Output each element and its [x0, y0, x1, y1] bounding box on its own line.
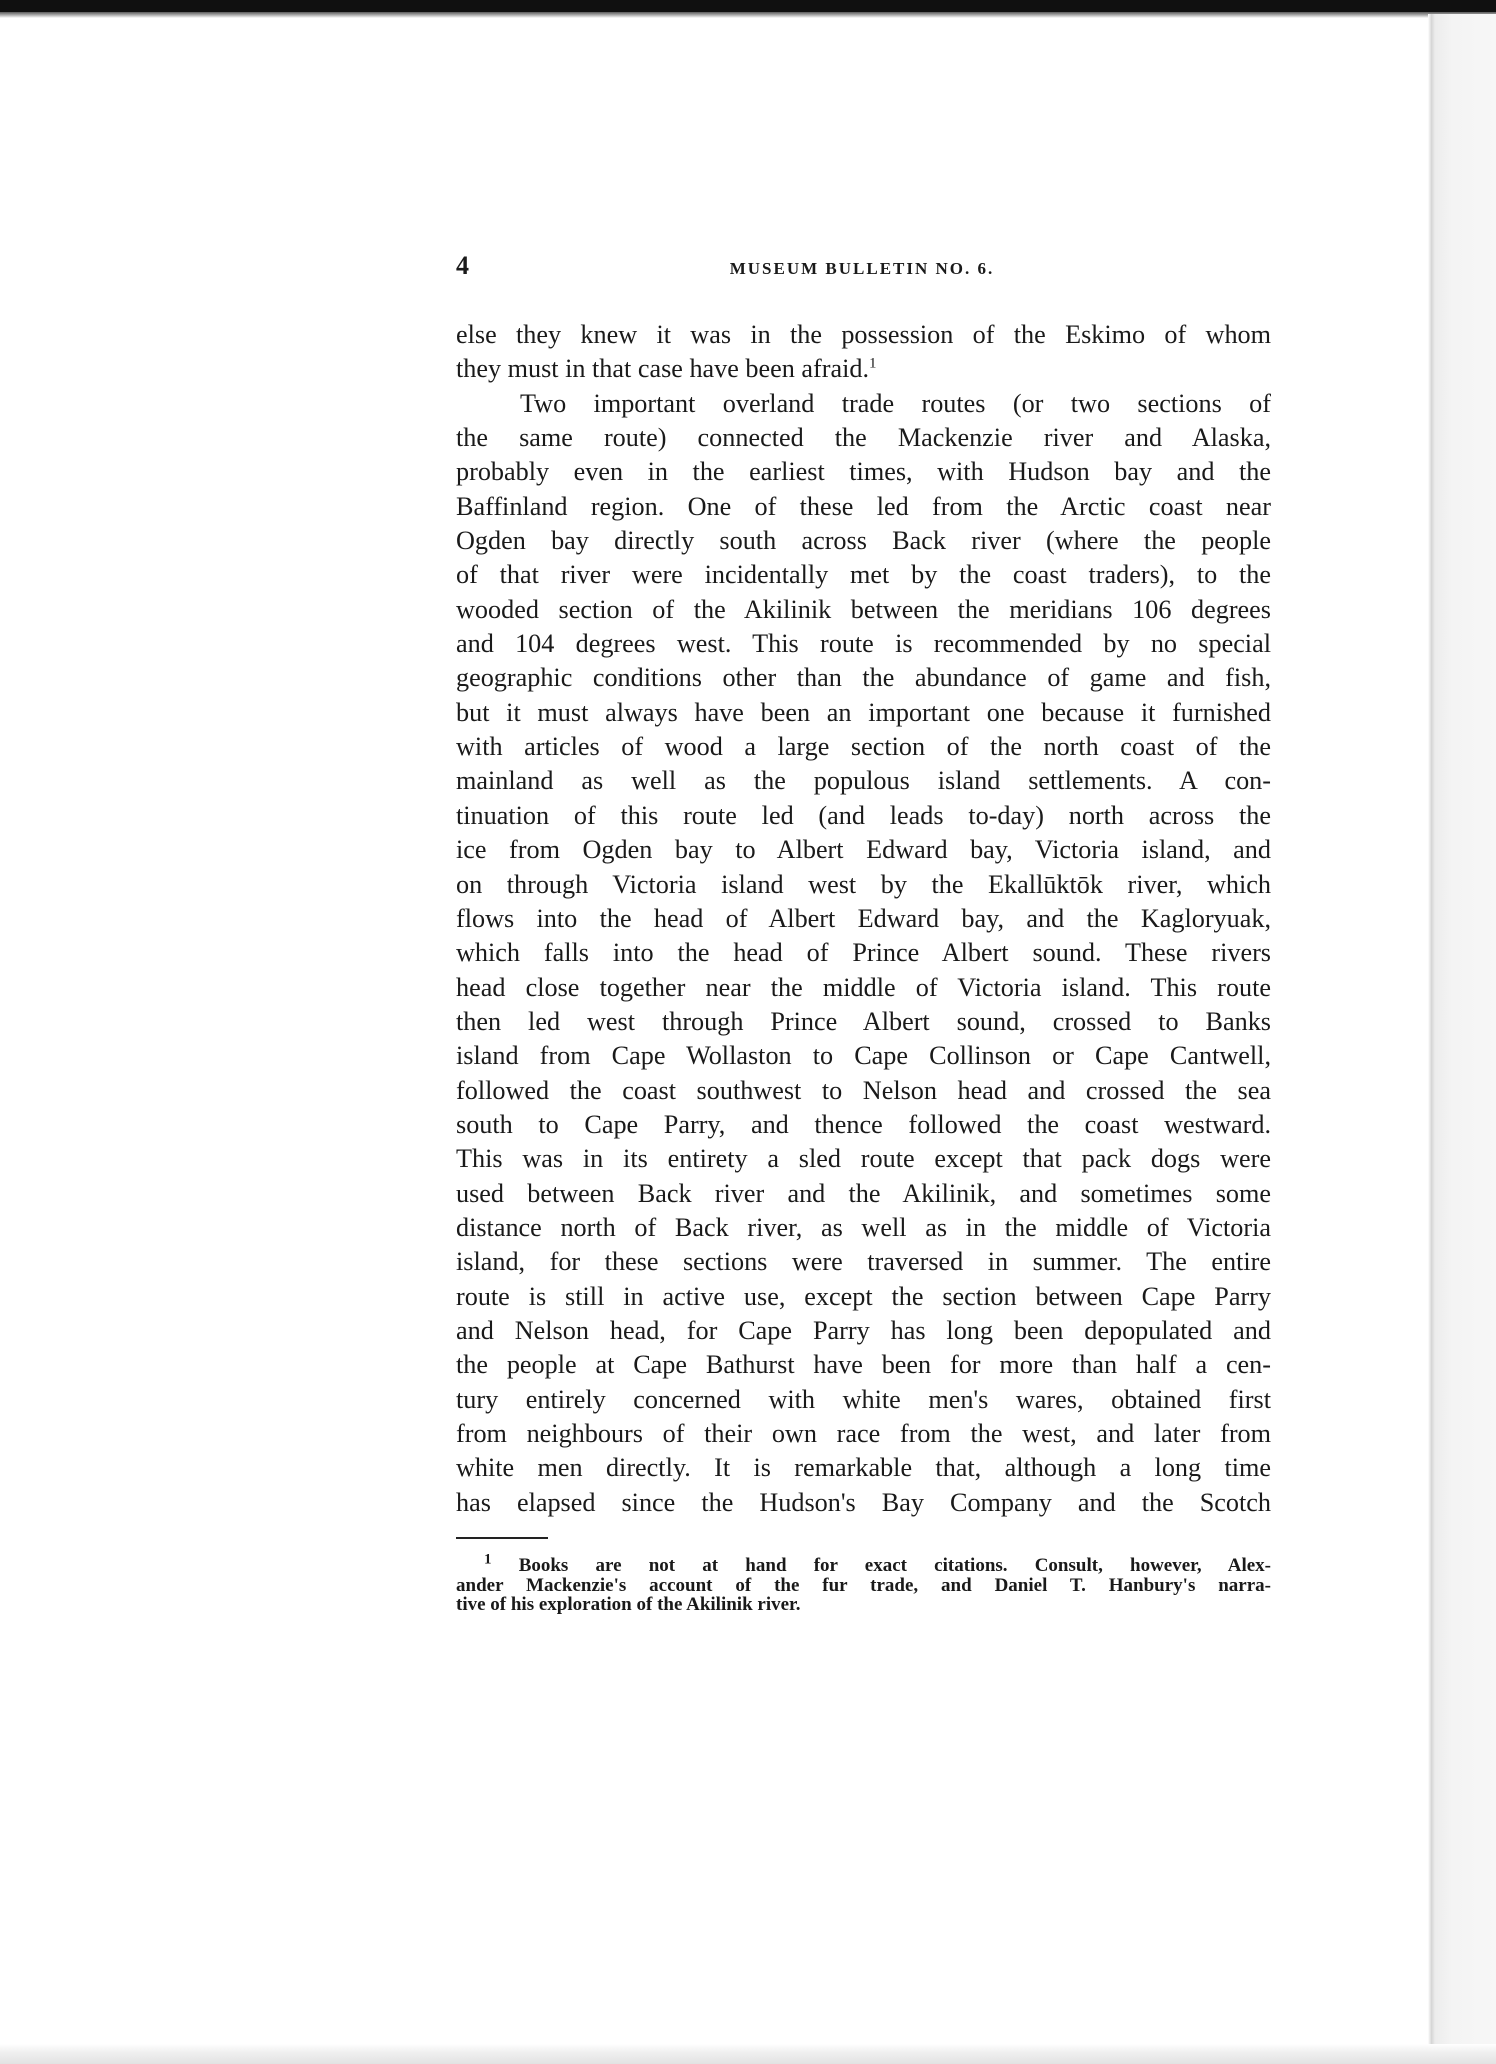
- footnote-reference: 1: [869, 355, 877, 372]
- text-line: but it must always have been an important one because it furnished: [456, 697, 1271, 727]
- text-line: Ogden bay directly south across Back river (where the people: [456, 526, 1271, 556]
- scan-bottom-border: [0, 2044, 1496, 2064]
- text-line: head close together near the middle of Victoria island. This route: [456, 972, 1271, 1002]
- text-line: white men directly. It is remarkable that, although a long time: [456, 1453, 1271, 1483]
- text-line: and Nelson head, for Cape Parry has long been depopulated and: [456, 1315, 1271, 1345]
- footnote-marker: 1: [484, 1551, 492, 1568]
- text-line: followed the coast southwest to Nelson head and crossed the sea: [456, 1075, 1271, 1105]
- text-line: which falls into the head of Prince Albert sound. These rivers: [456, 938, 1271, 968]
- text-line: then led west through Prince Albert sound, crossed to Banks: [456, 1006, 1271, 1036]
- text-line: This was in its entirety a sled route except that pack dogs were: [456, 1144, 1271, 1174]
- text-line: mainland as well as the populous island settlements. A con-: [456, 766, 1271, 796]
- text-line-with-footnote: [456, 352, 1271, 386]
- running-title: MUSEUM BULLETIN NO. 6.: [729, 259, 995, 278]
- text-line: island from Cape Wollaston to Cape Collinson or Cape Cantwell,: [456, 1041, 1271, 1071]
- scan-top-shadow: [0, 12, 1496, 18]
- text-line: the people at Cape Bathurst have been for more than half a cen-: [456, 1350, 1271, 1380]
- page-number: 4: [456, 251, 469, 280]
- footnote: [456, 1551, 1271, 1615]
- footnote-line: ander Mackenzie's account of the fur trade, and Daniel T. Hanbury's narra-: [456, 1574, 1271, 1596]
- text-line: Two important overland trade routes (or two sections of: [520, 388, 1271, 418]
- text-line: on through Victoria island west by the Ekallūktōk river, which: [456, 869, 1271, 899]
- text-line: distance north of Back river, as well as in the middle of Victoria: [456, 1212, 1271, 1242]
- text-line: and 104 degrees west. This route is recommended by no special: [456, 629, 1271, 659]
- text-line: of that river were incidentally met by the coast traders), to the: [456, 560, 1271, 590]
- text-line: from neighbours of their own race from the west, and later from: [456, 1419, 1271, 1448]
- text-line: Baffinland region. One of these led from the Arctic coast near: [456, 491, 1271, 521]
- footnote-rule: [456, 1537, 548, 1539]
- text-line: with articles of wood a large section of the north coast of the: [456, 732, 1271, 762]
- text-line: ice from Ogden bay to Albert Edward bay, Victoria island, and: [456, 835, 1271, 865]
- body-text: [456, 318, 1271, 1520]
- page-header: [456, 251, 1268, 291]
- text-line: else they knew it was in the possession of the Eskimo of whom: [456, 320, 1271, 349]
- text-line: tinuation of this route led (and leads to-day) north across the: [456, 800, 1271, 830]
- text-line: island, for these sections were traversed in summer. The entire: [456, 1247, 1271, 1277]
- footnote-line: [456, 1551, 1271, 1576]
- text-line: wooded section of the Akilinik between the meridians 106 degrees: [456, 594, 1271, 624]
- text-line: the same route) connected the Mackenzie river and Alaska,: [456, 423, 1271, 453]
- footnote-line: tive of his exploration of the Akilinik river.: [456, 1594, 801, 1615]
- text-line: has elapsed since the Hudson's Bay Company and the Scotch: [456, 1487, 1271, 1517]
- footnote-text: Books are not at hand for exact citations. Consult, however, Alex-: [518, 1555, 1271, 1576]
- text-line: probably even in the earliest times, with Hudson bay and the: [456, 457, 1271, 487]
- text-line: route is still in active use, except the section between Cape Parry: [456, 1281, 1271, 1311]
- page-edge: [1432, 14, 1496, 2064]
- text-line: used between Back river and the Akilinik, and sometimes some: [456, 1178, 1271, 1208]
- scan-top-border: [0, 0, 1496, 12]
- text-line: tury entirely concerned with white men's wares, obtained first: [456, 1384, 1271, 1414]
- text-line: geographic conditions other than the abundance of game and fish,: [456, 663, 1271, 693]
- text-line: they must in that case have been afraid.: [456, 354, 870, 384]
- text-line: south to Cape Parry, and thence followed the coast westward.: [456, 1109, 1271, 1139]
- text-line: flows into the head of Albert Edward bay, and the Kagloryuak,: [456, 903, 1271, 933]
